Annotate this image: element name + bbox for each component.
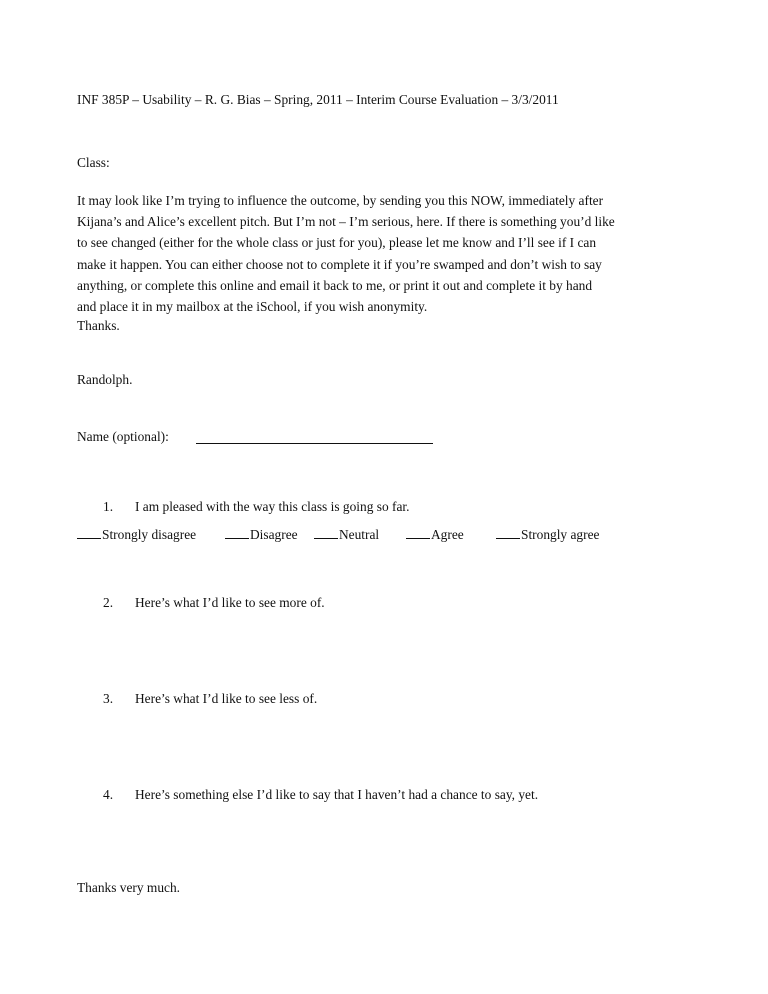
scale-option-disagree[interactable] [225, 527, 298, 543]
signature: Randolph. [77, 372, 133, 387]
scale-option-label: Neutral [339, 527, 380, 542]
question-3-text: Here’s what I’d like to see less of. [135, 691, 318, 706]
name-field-label: Name (optional): [77, 429, 169, 444]
question-1-text: I am pleased with the way this class is going so far. [135, 499, 410, 514]
scale-option-strongly-agree[interactable] [496, 527, 599, 543]
document-header: INF 385P – Usability – R. G. Bias – Spring, 2011 – Interim Course Evaluation – 3/3/2011 [77, 92, 559, 107]
question-1-number: 1. [103, 499, 114, 514]
scale-option-label: Strongly disagree [102, 527, 197, 542]
scale-option-label: Disagree [250, 527, 298, 542]
answer-blank[interactable] [496, 527, 520, 539]
salutation: Class: [77, 155, 110, 170]
answer-blank[interactable] [225, 527, 249, 539]
letter-body-line: It may look like I’m trying to influence the outcome, by sending you this NOW, immediately after [77, 193, 604, 208]
letter-body-line: anything, or complete this online and email it back to me, or print it out and complete it by hand [77, 277, 593, 293]
thanks-line: Thanks. [77, 318, 120, 333]
question-3-number: 3. [103, 691, 114, 706]
letter-body-line: Kijana’s and Alice’s excellent pitch. But I’m not – I’m serious, here. If there is something you’d like [77, 214, 615, 230]
closing-line: Thanks very much. [77, 880, 181, 895]
name-field-blank[interactable] [196, 443, 433, 444]
answer-blank[interactable] [406, 527, 430, 539]
question-4-text: Here’s something else I’d like to say that I haven’t had a chance to say, yet. [135, 787, 539, 802]
question-2-text: Here’s what I’d like to see more of. [135, 595, 325, 610]
letter-body-line: and place it in my mailbox at the iSchool, if you wish anonymity. [77, 299, 428, 315]
letter-body-line: make it happen. You can either choose not to complete it if you’re swamped and don’t wish to say [77, 256, 602, 272]
scale-option-label: Strongly agree [521, 527, 600, 542]
scale-option-label: Agree [431, 527, 464, 542]
scale-option-neutral[interactable] [314, 527, 379, 543]
question-2-number: 2. [103, 595, 114, 610]
answer-blank[interactable] [77, 527, 101, 539]
question-4-number: 4. [103, 787, 114, 802]
scale-option-strongly-disagree[interactable] [77, 527, 196, 543]
scale-option-agree[interactable] [406, 527, 464, 543]
answer-blank[interactable] [314, 527, 338, 539]
letter-body [77, 190, 691, 317]
letter-body-line: to see changed (either for the whole class or just for you), please let me know and I’ll see if I can [77, 235, 597, 251]
